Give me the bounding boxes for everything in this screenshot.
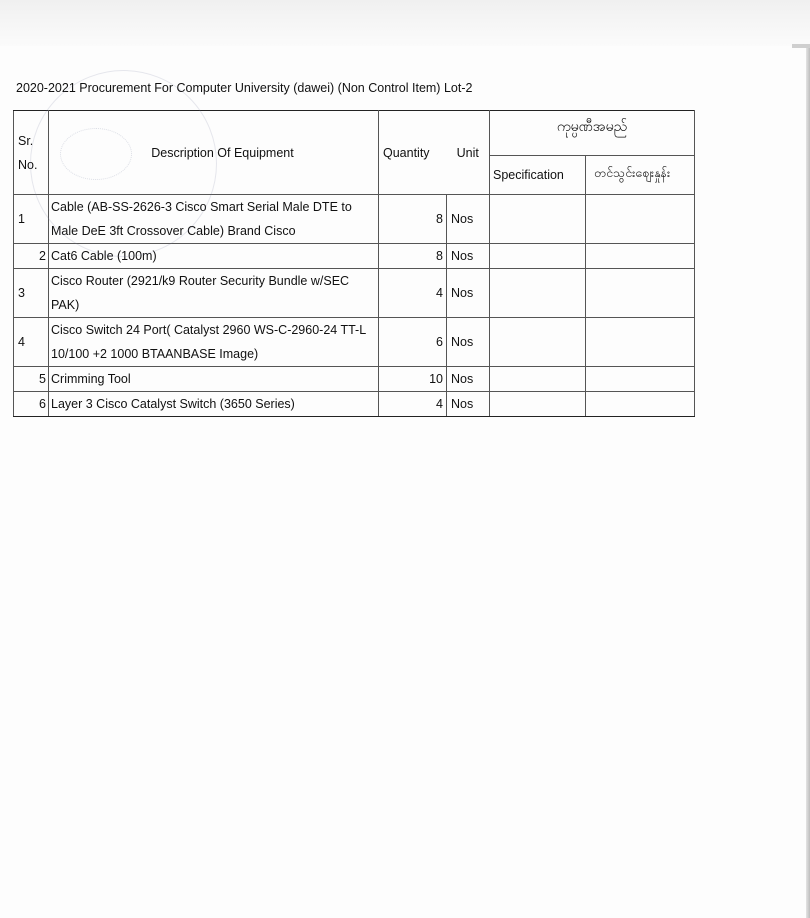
row-description: Cisco Switch 24 Port( Catalyst 2960 WS-C-2960-24 TT-L 10/100 +2 1000 BTAANBASE Image) [49,318,379,367]
row-quantity: 6 [379,318,447,367]
row-sr: 3 [18,286,25,300]
row-sr: 4 [18,335,25,349]
row-specification-cell [490,195,586,244]
row-description: Layer 3 Cisco Catalyst Switch (3650 Series) [49,392,379,417]
sr-header-line2: No. [18,157,38,172]
row-price-cell [586,244,695,269]
row-unit: Nos [447,195,490,244]
row-sr: 2 [14,244,49,269]
row-unit: Nos [447,392,490,417]
row-price-cell [586,392,695,417]
table-header-row [14,111,695,156]
specification-header: Specification [490,156,586,195]
sr-header-line1: Sr. [18,133,34,148]
table-row [14,244,695,269]
row-quantity: 8 [379,244,447,269]
table-row [14,269,695,318]
row-sr: 5 [14,367,49,392]
scan-page-edge-top [792,44,810,48]
row-specification-cell [490,244,586,269]
sr-no-header [14,111,49,195]
row-unit: Nos [447,269,490,318]
row-unit: Nos [447,367,490,392]
row-description: Cable (AB-SS-2626-3 Cisco Smart Serial Male DTE to Male DeE 3ft Crossover Cable) Brand Cisco [49,195,379,244]
row-sr: 6 [14,392,49,417]
row-quantity: 10 [379,367,447,392]
description-header: Description Of Equipment [49,111,379,195]
row-quantity: 4 [379,269,447,318]
table-row [14,367,695,392]
scan-top-margin [0,0,810,46]
row-specification-cell [490,367,586,392]
row-price-cell [586,367,695,392]
company-name-header: ကုမ္ပဏီအမည် [490,111,695,156]
procurement-table [13,110,695,417]
row-unit: Nos [447,244,490,269]
row-description: Cat6 Cable (100m) [49,244,379,269]
unit-header: Unit [447,111,490,195]
quantity-header: Quantity [379,111,447,195]
row-price-cell [586,195,695,244]
row-unit: Nos [447,318,490,367]
row-price-cell [586,318,695,367]
row-specification-cell [490,318,586,367]
row-specification-cell [490,392,586,417]
row-quantity: 4 [379,392,447,417]
row-description: Cisco Router (2921/k9 Router Security Bundle w/SEC PAK) [49,269,379,318]
quoted-price-header: တင်သွင်းဈေးနှုန်း [586,156,695,195]
row-quantity: 8 [379,195,447,244]
row-description: Crimming Tool [49,367,379,392]
table-row [14,318,695,367]
table-row [14,195,695,244]
row-specification-cell [490,269,586,318]
document-title: 2020-2021 Procurement For Computer University (dawei) (Non Control Item) Lot-2 [16,81,473,95]
row-sr: 1 [18,212,25,226]
scan-page-edge [806,46,810,918]
table-row [14,392,695,417]
row-price-cell [586,269,695,318]
